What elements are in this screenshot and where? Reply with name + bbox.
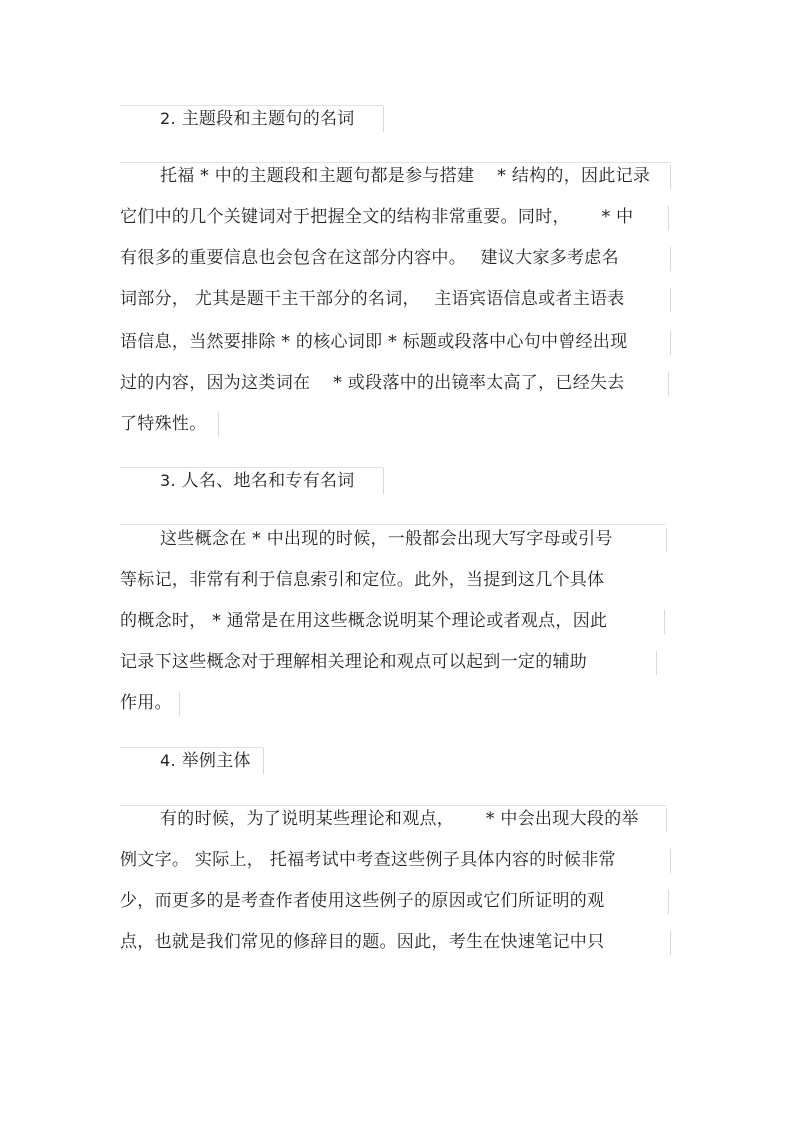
paragraph-line: 少，而更多的是考查作者使用这些例子的原因或它们所证明的观 [120,891,605,911]
heading-text: 举例主体 [181,751,251,771]
paragraph-line: 这些概念在 * 中出现的时候，一般都会出现大写字母或引号 [160,529,613,549]
paragraph-line: 等标记，非常有利于信息索引和定位。此外，当提到这几个具体 [120,570,605,590]
paragraph-line: 词部分， 尤其是题干主干部分的名词， 主语宾语信息或者主语表 [120,289,625,309]
section-heading [160,748,251,774]
section-heading [160,468,355,494]
paragraph-line: 语信息，当然要排除 * 的核心词即 * 标题或段落中心句中曾经出现 [120,332,628,352]
heading-number: 2. [160,109,176,128]
paragraph-line: 过的内容，因为这类词在 * 或段落中的出镜率太高了，已经失去 [120,373,625,393]
paragraph-line: 例文字。 实际上， 托福考试中考查这些例子具体内容的时候非常 [120,850,616,870]
paragraph-line: 了特殊性。 [120,414,207,434]
paragraph-line: 作用。 [120,693,172,713]
paragraph-line: 有的时候，为了说明某些理论和观点， * 中会出现大段的举 [160,809,639,829]
heading-number: 4. [160,751,176,770]
paragraph-line: 记录下这些概念对于理解相关理论和观点可以起到一定的辅助 [120,652,588,672]
heading-text: 主题段和主题句的名词 [181,109,355,129]
heading-text: 人名、地名和专有名词 [181,471,355,491]
section-heading [160,106,355,132]
paragraph-line: 的概念时， * 通常是在用这些概念说明某个理论或者观点，因此 [120,611,608,631]
paragraph-line: 它们中的几个关键词对于把握全文的结构非常重要。同时， * 中 [120,207,634,227]
heading-number: 3. [160,471,176,490]
paragraph-line: 点，也就是我们常见的修辞目的题。因此，考生在快速笔记中只 [120,932,605,952]
paragraph-line: 有很多的重要信息也会包含在这部分内容中。 建议大家多考虑名 [120,248,619,268]
paragraph-line: 托福 * 中的主题段和主题句都是参与搭建 * 结构的，因此记录 [160,166,651,186]
